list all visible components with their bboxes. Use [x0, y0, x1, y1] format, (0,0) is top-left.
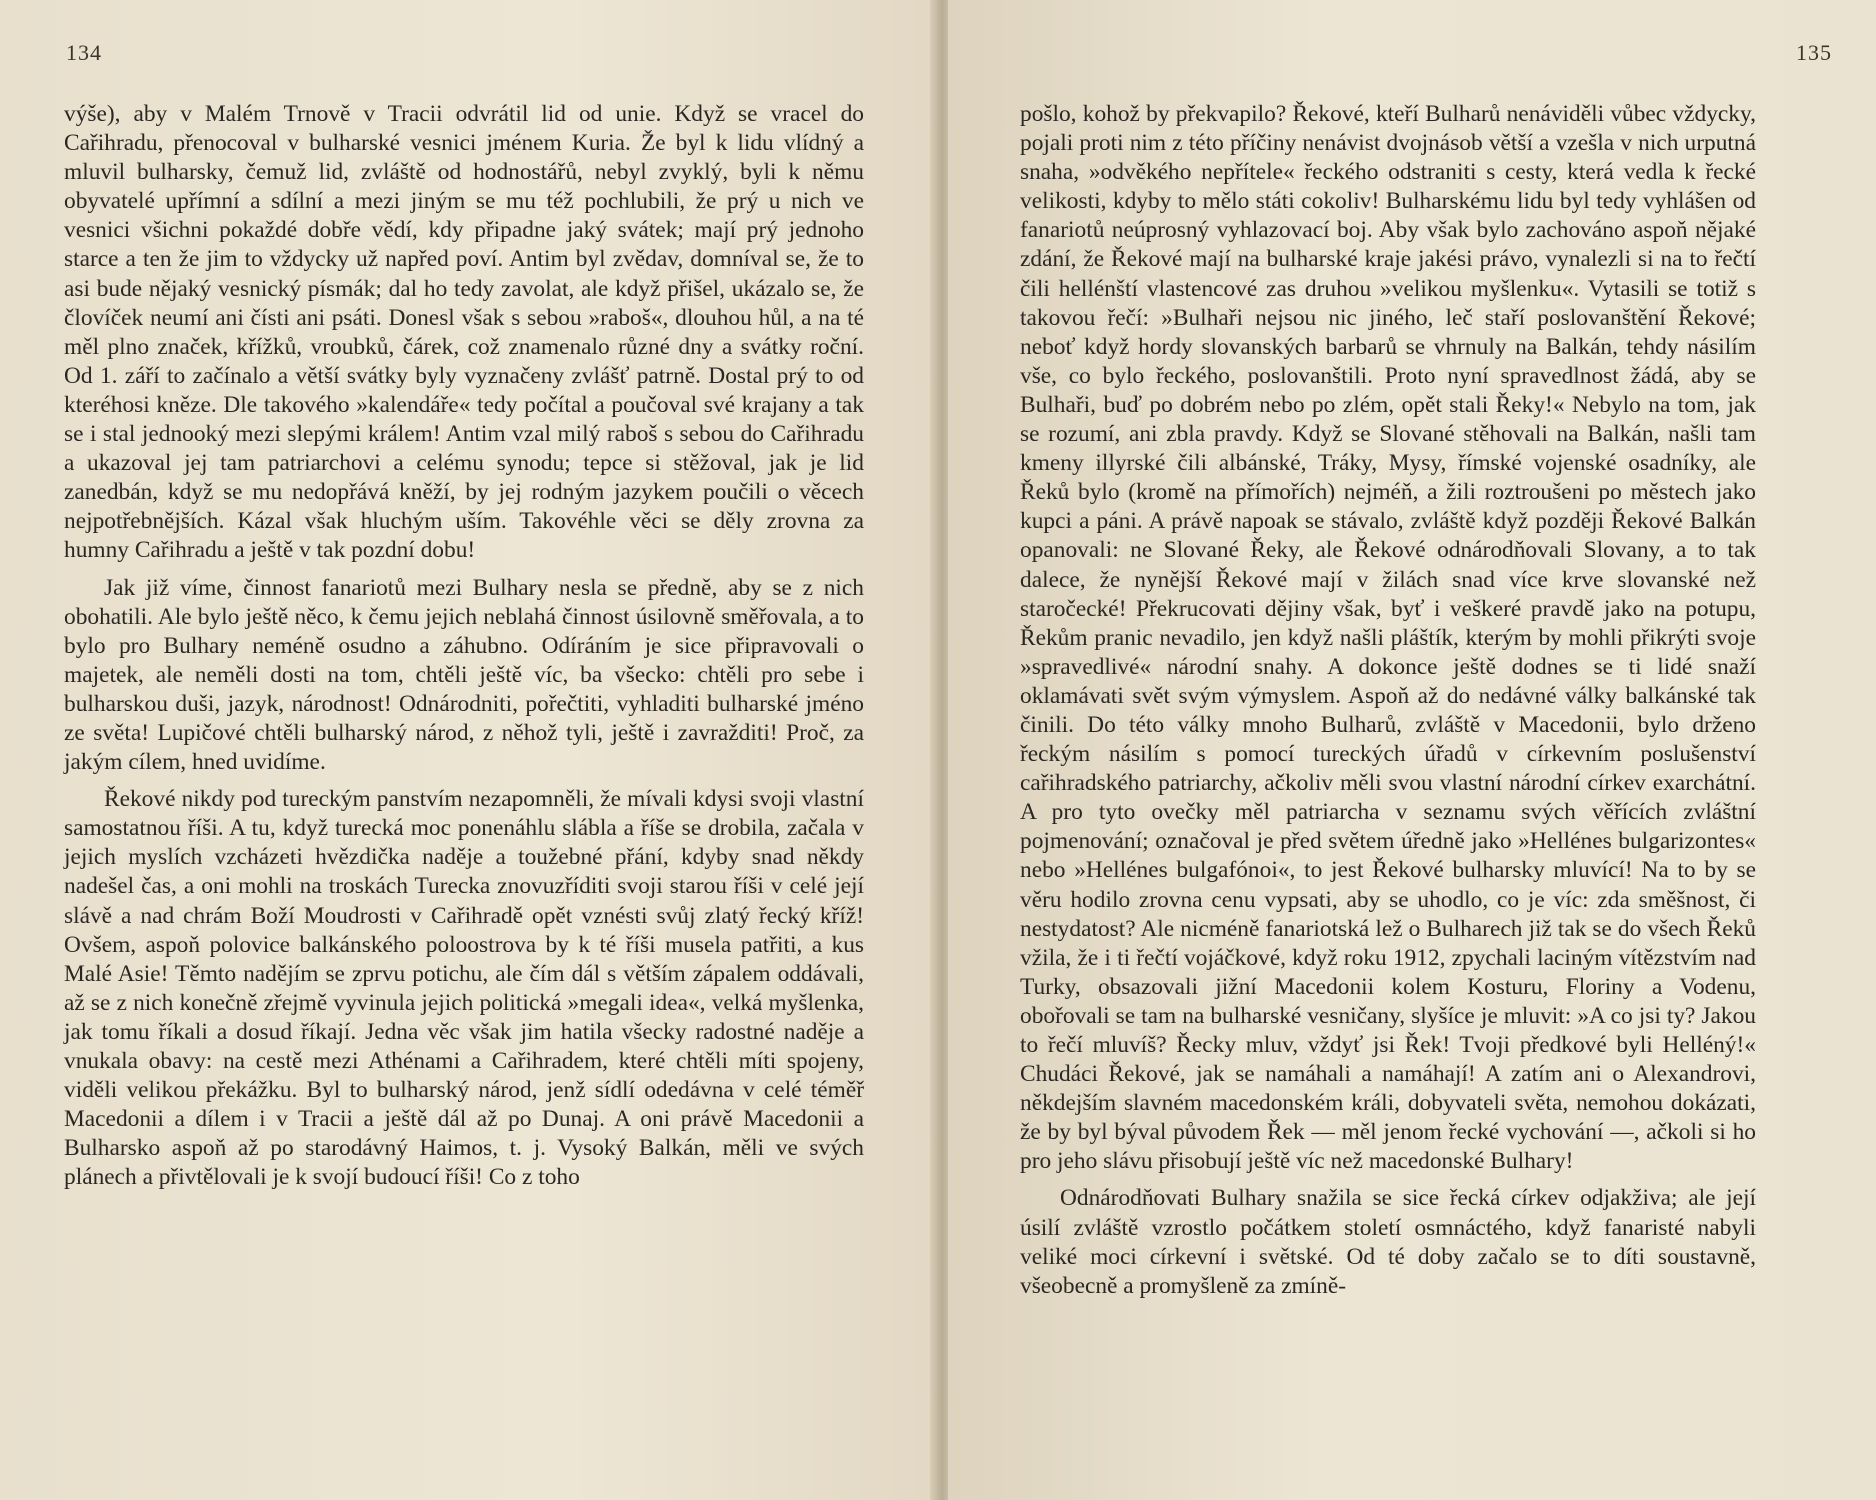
- paragraph: výše), aby v Malém Trnově v Tracii odvrátil lid od unie. Když se vracel do Cařihradu, přenocoval v bulharské vesnici jménem Kuria. Že byl k lidu vlídný a mluvil bulharsky, čemuž lid, zvláště od hodnostářů, nebyl zvyklý, byli k němu obyvatelé upřímní a sdílní a mezi jiným se mu též pochlubili, že prý u nich ve vesnici všichni pokaždé dobře vědí, kdy připadne jaký svátek; mají prý jednoho starce a ten že jim to vždycky už napřed poví. Antim byl zvědav, domníval se, že to asi bude nějaký vesnický písmák; dal ho tedy zavolat, ale když přišel, ukázalo se, že človíček neumí ani čísti ani psáti. Donesl však s sebou »raboš«, dlouhou hůl, a na té měl plno značek, křížků, vroubků, čárek, což znamenalo různé dny a svátky roční. Od 1. září to začínalo a větší svátky byly vyznačeny zvlášť patrně. Dostal prý to od kteréhosi kněze. Dle takového »kalendáře« tedy počítal a poučoval své krajany a tak se i stal jednooký mezi slepými králem! Antim vzal milý raboš s sebou do Cařihradu a ukazoval jej tam patriarchovi a celému synodu; tepce si stěžoval, jak je lid zanedbán, když se mu nedopřává kněží, by jej rodným jazykem poučili o věcech nejpotřebnějších. Kázal však hluchým uším. Takovéhle věci se děly zrovna za humny Cařihradu a ještě v tak pozdní dobu!: [64, 101, 864, 564]
- right-page: [948, 0, 1876, 1500]
- paragraph: Řekové nikdy pod tureckým panstvím nezapomněli, že mívali kdysi svoji vlastní samostatnou říši. A tu, když turecká moc ponenáhlu slábla a říše se drobila, začala v jejich myslích vzcházeti hvězdička naděje a toužebné přání, kdyby snad někdy nadešel čas, a oni mohli na troskách Turecka znovuzříditi svoji starou říši v celé její slávě a nad chrám Boží Moudrosti v Cařihradě opět vznésti svůj zlatý řecký kříž! Ovšem, aspoň polovice balkánského poloostrova by k té říši musela patřiti, a kus Malé Asie! Těmto nadějím se zprvu potichu, ale čím dál s větším zápalem oddávali, až se z nich konečně zřejmě vyvinula jejich politická »megali idea«, velká myšlenka, jak tomu říkali a dosud říkají. Jedna věc však jim hatila všecky radostné naděje a vnukala obavy: na cestě mezi Athénami a Cařihradem, které chtěli míti spojeny, viděli velikou překážku. Byl to bulharský národ, jenž sídlí odedávna v celé téměř Macedonii a dílem i v Tracii a ještě dál až po Dunaj. A oni právě Macedonii a Bulharsko aspoň až po starodávný Haimos, t. j. Vysoký Balkán, měli ve svých plánech a přivtělovali je k svojí budoucí říši! Co z toho: [64, 786, 864, 1191]
- page-number-left: 134: [66, 40, 102, 65]
- page-number-right: 135: [1796, 40, 1832, 65]
- paragraph: Odnárodňovati Bulhary snažila se sice řecká církev odjakživa; ale její úsilí zvláště vzrostlo počátkem století osmnáctého, když fanaristé nabyli veliké moci církevní i světské. Od té doby začalo se to díti soustavně, všeobecně a promyšleně za zmíně-: [1020, 1185, 1756, 1299]
- left-page: [0, 0, 936, 1500]
- paragraph: Jak již víme, činnost fanariotů mezi Bulhary nesla se předně, aby se z nich obohatili. Ale bylo ještě něco, k čemu jejich neblahá činnost úsilovně směřovala, a to bylo pro Bulhary neméně osudno a záhubno. Odíráním je sice připravovali o majetek, ale neměli dosti na tom, chtěli ještě víc, ba všecko: chtěli pro sebe i bulharskou duši, jazyk, národnost! Odnárodniti, pořečtiti, vyhladiti bulharské jméno ze světa! Lupičové chtěli bulharský národ, z něhož tyli, ještě i zavražditi! Proč, za jakým cílem, hned uvidíme.: [64, 574, 864, 776]
- left-page-text: [64, 100, 864, 1200]
- paragraph: pošlo, kohož by překvapilo? Řekové, kteří Bulharů nenáviděli vůbec vždycky, pojali proti nim z této příčiny nenávist dvojnásob větší a vzešla v nich urputná snaha, »odvěkého nepřítele« řeckého odstraniti s cesty, která vedla k řecké velikosti, kdyby to mělo státi cokoliv! Bulharskému lidu byl tedy vyhlášen od fanariotů neúprosný vyhlazovací boj. Aby však bylo zachováno aspoň nějaké zdání, že Řekové mají na bulharské kraje jakési právo, vynalezli si na to řečtí čili hellénští vlastencové zas druhou »velikou myšlenku«. Vytasili se totiž s takovou řečí: »Bulhaři nejsou nic jiného, leč staří poslovanštění Řekové; neboť když hordy slovanských barbarů se vhrnuly na Balkán, tehdy násilím vše, co bylo řeckého, poslovanštili. Proto nyní spravedlnost žádá, aby se Bulhaři, buď po dobrém nebo po zlém, opět stali Řeky!« Nebylo na tom, jak se rozumí, ani zbla pravdy. Když se Slované stěhovali na Balkán, našli tam kmeny illyrské čili albánské, Tráky, Mysy, římské vojenské osadníky, ale Řeků bylo (kromě na přímořích) nejméň, a žili roztroušeni po městech jako kupci a páni. A právě napoak se stávalo, zvláště když později Řekové Balkán opanovali: ne Slované Řeky, ale Řekové odnárodňovali Slovany, a to tak dalece, že nynější Řekové mají v žilách snad více krve slovanské než staročecké! Překrucovati dějiny však, byť i veškeré pravdě jako na potupu, Řekům pranic nevadilo, jen když našli pláštík, kterým by mohli přikrýti svoje »spravedlivé« národní snahy. A dokonce ještě dodnes se ti lidé snaží oklamávati svět svým výmyslem. Aspoň až do nedávné války balkánské tak činili. Do této války mnoho Bulharů, zvláště v Macedonii, bylo drženo řeckým násilím s pomocí tureckých úřadů v církevním poslušenství cařihradského patriarchy, ačkoliv měli svou vlastní národní církev exarchátní. A pro tyto ovečky měl patriarcha v seznamu svých věřících zvláštní pojmenování; označoval je před světem úředně jako »Hellénes bulgarizontes« nebo »Hellénes bulgafónoi«, to jest Řekové bulharsky mluvící! Na to by se věru hodilo zrovna cenu vypsati, aby se uhodlo, co je víc: zda směšnost, či nestydatost? Ale nicméně fanariotská lež o Bulharech již tak se do všech Řeků vžila, že i ti řečtí vojáčkové, když roku 1912, zpychali laciným vítězstvím nad Turky, obsazovali jižní Macedonii kolem Kosturu, Floriny a Vodenu, obořovali se tam na bulharské vesničany, slyšíce je mluvit: »A co jsi ty? Jakou to řečí mluvíš? Řecky mluv, vždyť jsi Řek! Tvoji předkové byli Helléný!« Chudáci Řekové, jak se namáhali a namáhají! A zatím ani o Alexandrovi, někdejším slavném macedonském králi, dobyvateli světa, nemohou dokázati, že by byl býval původem Řek — měl jenom řecké vychování —, ačkoli si ho pro jeho slávu přisobují ještě víc než macedonské Bulhary!: [1020, 101, 1756, 1175]
- right-page-text: [1020, 100, 1756, 1309]
